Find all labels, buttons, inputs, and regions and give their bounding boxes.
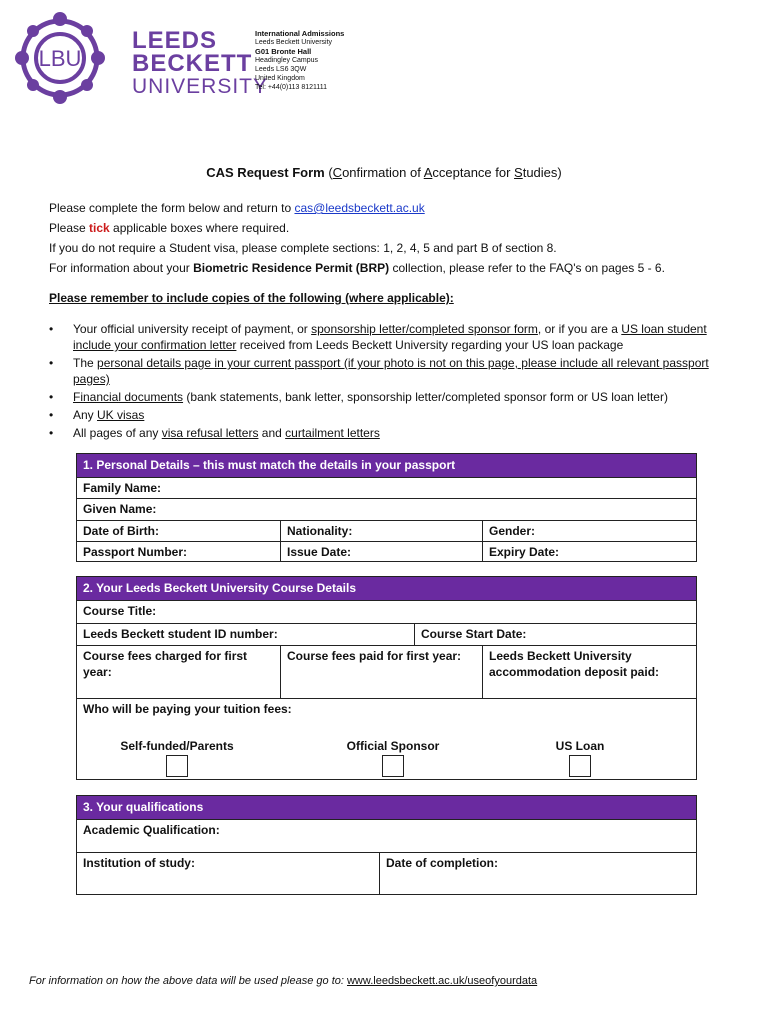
section-qualifications: [76, 795, 697, 895]
university-logo: [14, 12, 269, 104]
option-self-funded: [117, 739, 237, 777]
institution-field[interactable]: Institution of study:: [83, 856, 195, 870]
given-name-field[interactable]: Given Name:: [83, 502, 157, 516]
option-label: Self-funded/Parents: [120, 739, 234, 753]
logo-line-3: UNIVERSITY: [132, 75, 269, 98]
official-sponsor-checkbox[interactable]: [382, 755, 404, 777]
section-heading: 1. Personal Details – this must match the details in your passport: [77, 454, 696, 478]
list-item: • The personal details page in your current passport (if your photo is not on this page, please include all relevant passport pages): [49, 355, 739, 387]
required-documents-list: [49, 321, 739, 443]
address-line: Leeds LS6 3QW: [255, 66, 307, 73]
student-id-field[interactable]: Leeds Beckett student ID number:: [83, 627, 278, 641]
us-loan-checkbox[interactable]: [569, 755, 591, 777]
admissions-address: [255, 29, 344, 92]
tuition-payer-row: [77, 699, 696, 779]
nationality-field[interactable]: Nationality:: [280, 521, 482, 541]
instruction-return: Please complete the form below and return to cas@leedsbeckett.ac.uk: [49, 201, 425, 215]
email-link[interactable]: cas@leedsbeckett.ac.uk: [294, 201, 425, 215]
completion-date-field[interactable]: Date of completion:: [379, 853, 696, 894]
logo-line-2: BECKETT: [132, 50, 253, 77]
list-item: • Any UK visas: [49, 407, 739, 423]
course-title-field[interactable]: Course Title:: [83, 604, 157, 618]
self-funded-checkbox[interactable]: [166, 755, 188, 777]
family-name-field[interactable]: Family Name:: [83, 481, 162, 495]
fees-charged-field[interactable]: Course fees charged for first year:: [83, 649, 248, 679]
address-line: United Kingdom: [255, 75, 305, 82]
expiry-date-field[interactable]: Expiry Date:: [482, 542, 696, 561]
section-personal-details: [76, 453, 697, 562]
list-item: • All pages of any visa refusal letters and curtailment letters: [49, 425, 739, 441]
gender-field[interactable]: Gender:: [482, 521, 696, 541]
fees-paid-field[interactable]: Course fees paid for first year:: [280, 646, 482, 698]
instructions: [49, 198, 729, 278]
option-official-sponsor: [333, 739, 453, 777]
logo-wordmark: [132, 29, 268, 98]
address-line: Headingley Campus: [255, 57, 319, 64]
section-heading: 3. Your qualifications: [77, 796, 696, 820]
issue-date-field[interactable]: Issue Date:: [280, 542, 482, 561]
course-start-date-field[interactable]: Course Start Date:: [414, 624, 696, 645]
footer-note: For information on how the above data will be used please go to: www.leedsbeckett.ac.uk/useofyourdata: [29, 975, 538, 987]
address-line: G01 Bronte Hall: [255, 47, 312, 56]
instruction-tick: Please tick applicable boxes where required.: [49, 221, 290, 235]
address-line: International Admissions: [255, 29, 345, 38]
data-use-link[interactable]: www.leedsbeckett.ac.uk/useofyourdata: [346, 975, 538, 987]
instruction-brp: For information about your Biometric Residence Permit (BRP) collection, please refer to the FAQ's on pages 5 - 6.: [49, 261, 665, 275]
academic-qualification-field[interactable]: Academic Qualification:: [83, 823, 220, 837]
instruction-sections: If you do not require a Student visa, please complete sections: 1, 2, 4, 5 and part B of section 8.: [49, 241, 557, 255]
list-item: • Financial documents (bank statements, bank letter, sponsorship letter/completed sponsor form or US loan letter): [49, 389, 739, 405]
option-us-loan: [535, 739, 625, 777]
address-line: Leeds Beckett University: [255, 39, 333, 46]
rose-emblem-icon: [14, 12, 114, 104]
logo-line-1: LEEDS: [132, 27, 218, 54]
address-line: Tel: +44(0)113 8121111: [255, 84, 328, 91]
passport-number-field[interactable]: Passport Number:: [83, 545, 188, 559]
list-item: • Your official university receipt of payment, or sponsorship letter/completed sponsor form, or if you are a US loan student include your confirmation letter received from Leeds Beckett University regarding your US loan package: [49, 321, 739, 353]
remember-heading: Please remember to include copies of the following (where applicable):: [49, 291, 454, 305]
option-label: Official Sponsor: [346, 739, 440, 753]
section-heading: 2. Your Leeds Beckett University Course Details: [77, 577, 696, 601]
logo-mark: LBU: [38, 46, 82, 71]
accommodation-deposit-field[interactable]: Leeds Beckett University accommodation deposit paid:: [482, 646, 696, 698]
section-course-details: [76, 576, 697, 780]
form-title: CAS Request Form (Confirmation of Acceptance for Studies): [206, 165, 562, 180]
tuition-payer-label: Who will be paying your tuition fees:: [83, 702, 292, 716]
option-label: US Loan: [555, 739, 605, 753]
date-of-birth-field[interactable]: Date of Birth:: [83, 524, 159, 538]
